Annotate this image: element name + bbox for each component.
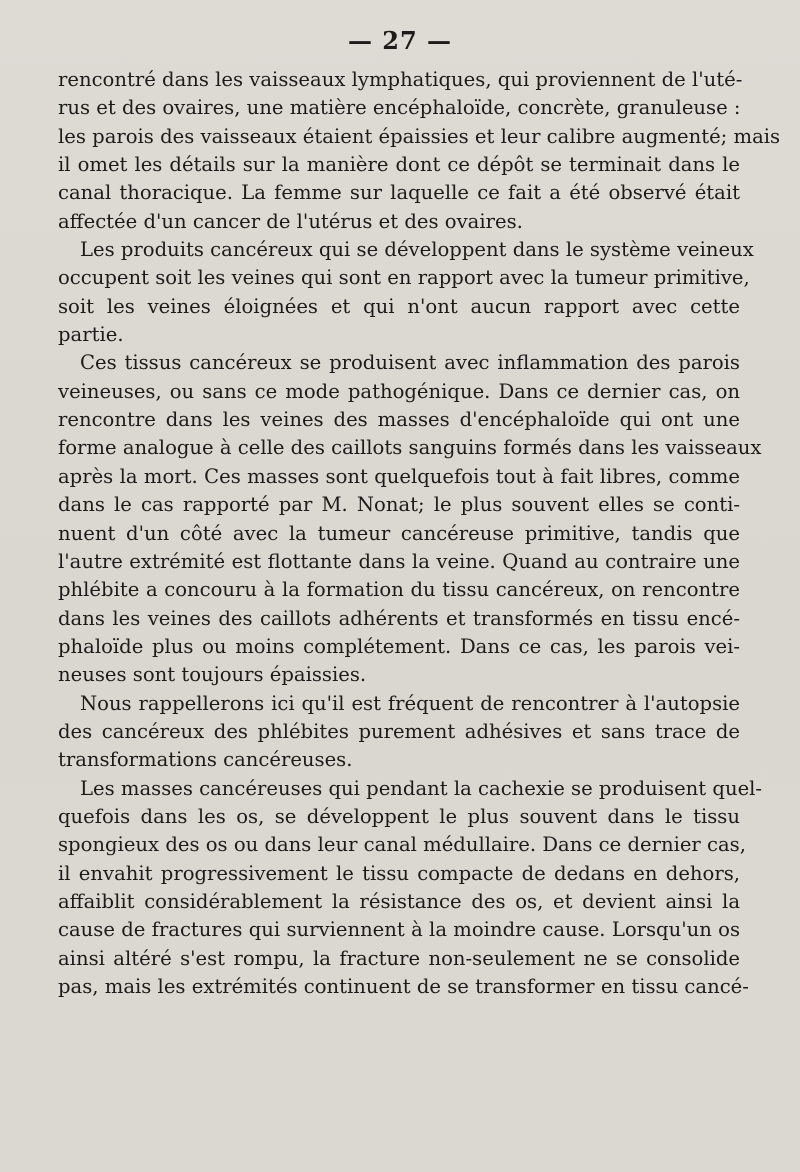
text-line: l'autre extrémité est flottante dans la veine. Quand au contraire une <box>58 549 740 573</box>
text-line: rencontré dans les vaisseaux lymphatiques, qui proviennent de l'uté- <box>58 68 743 91</box>
text-line: des cancéreux des phlébites purement adhésives et sans trace de <box>58 719 740 743</box>
text-line: rus et des ovaires, une matière encéphaloïde, concrète, granuleuse : <box>58 96 741 120</box>
text-line: soit les veines éloignées et qui n'ont aucun rapport avec cette <box>58 294 740 318</box>
text-line: forme analogue à celle des caillots sanguins formés dans les vaisseaux <box>58 436 762 460</box>
text-line: il omet les détails sur la manière dont ce dépôt se terminait dans le <box>58 153 740 177</box>
text-line: Nous rappellerons ici qu'il est fréquent de rencontrer à l'autopsie <box>80 691 740 715</box>
text-line: canal thoracique. La femme sur laquelle ce fait a été observé était <box>58 181 740 205</box>
text-line: transformations cancéreuses. <box>58 748 353 772</box>
text-line: phaloïde plus ou moins complétement. Dans ce cas, les parois vei- <box>58 634 740 658</box>
text-line: neuses sont toujours épaissies. <box>58 663 367 687</box>
text-line: pas, mais les extrémités continuent de se transformer en tissu cancé- <box>58 975 749 998</box>
text-line: cause de fractures qui surviennent à la moindre cause. Lorsqu'un os <box>58 918 740 942</box>
text-line: Les produits cancéreux qui se développent dans le système veineux <box>80 238 754 262</box>
text-line: rencontre dans les veines des masses d'encéphaloïde qui ont une <box>58 408 740 432</box>
text-line: quefois dans les os, se développent le plus souvent dans le tissu <box>58 804 740 828</box>
text-line: partie. <box>58 323 124 347</box>
text-line: nuent d'un côté avec la tumeur cancéreuse primitive, tandis que <box>58 521 740 545</box>
text-line: après la mort. Ces masses sont quelquefois tout à fait libres, comme <box>58 464 740 488</box>
text-line: affaiblit considérablement la résistance des os, et devient ainsi la <box>58 889 740 913</box>
text-line: dans les veines des caillots adhérents et transformés en tissu encé- <box>58 606 740 630</box>
text-line: dans le cas rapporté par M. Nonat; le plus souvent elles se conti- <box>58 493 740 517</box>
text-line: Les masses cancéreuses qui pendant la cachexie se produisent quel- <box>80 776 763 800</box>
text-line: Ces tissus cancéreux se produisent avec inflammation des parois <box>80 351 740 375</box>
text-line: occupent soit les veines qui sont en rapport avec la tumeur primitive, <box>58 266 750 290</box>
text-line: il envahit progressivement le tissu compacte de dedans en dehors, <box>58 861 740 885</box>
body-text <box>58 66 781 1001</box>
text-line: phlébite a concouru à la formation du tissu cancéreux, on rencontre <box>58 578 740 602</box>
text-line: spongieux des os ou dans leur canal médullaire. Dans ce dernier cas, <box>58 833 746 857</box>
text-line: les parois des vaisseaux étaient épaissies et leur calibre augmenté; mais <box>58 124 781 148</box>
text-line: affectée d'un cancer de l'utérus et des ovaires. <box>58 209 523 233</box>
text-line: ainsi altéré s'est rompu, la fracture non-seulement ne se consolide <box>58 946 740 970</box>
text-line: veineuses, ou sans ce mode pathogénique. Dans ce dernier cas, on <box>58 379 740 403</box>
page-number: — 27 — <box>347 26 453 55</box>
